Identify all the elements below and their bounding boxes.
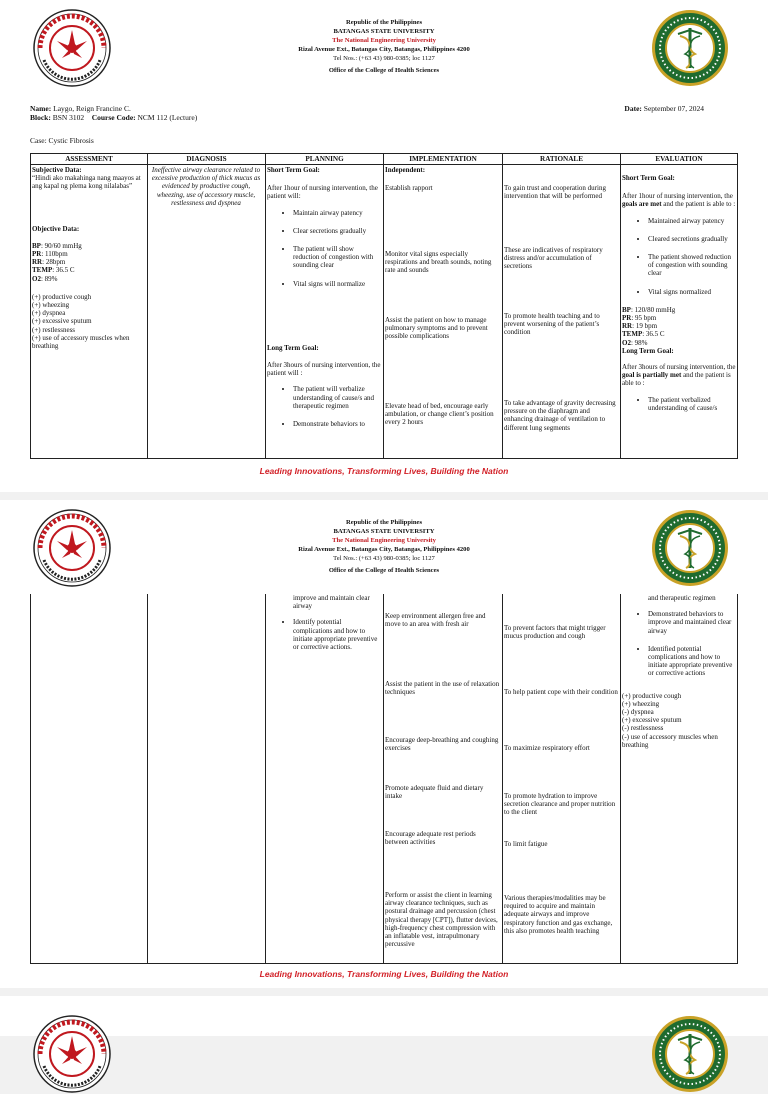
sign-item: (-) restlessness — [622, 724, 664, 733]
implementation-item: Monitor vital signs especially respirations and breath sounds, noting rate and sounds — [385, 250, 492, 275]
care-plan-table-continued — [30, 594, 738, 964]
implementation-item: Perform or assist the client in learning airway clearance techniques, such as postural drainage and percussion (chest physical therapy [CPT]), flutter devices, high-frequency chest compression with an inflatable vest, intrapulmonary percussive — [385, 891, 498, 949]
subjective-text: “Hindi ako makahinga nang maayos at ang kapal ng plema kong nilalabas” — [32, 174, 141, 191]
evaluation-signs — [622, 692, 736, 749]
date-value: September 07, 2024 — [643, 104, 704, 113]
o2-label: O2 — [32, 274, 41, 283]
list-item: • Identify potential complications and how to initiate appropriate preventive or corrective actions. — [293, 618, 381, 651]
header-tagline: The National Engineering University — [332, 37, 436, 44]
header-republic: Republic of the Philippines — [345, 519, 423, 526]
eval-vital-o2 — [622, 339, 736, 347]
column-divider — [502, 154, 503, 458]
list-item: • Vital signs normalized — [648, 288, 736, 296]
planning-long-term-list — [267, 385, 381, 428]
planning-continued-list — [267, 618, 381, 651]
evaluation-cell — [622, 174, 736, 422]
bp-label: BP — [622, 305, 631, 314]
header-office: Office of the College of Health Sciences — [328, 567, 440, 574]
column-divider — [147, 154, 148, 458]
list-item: • Demonstrate behaviors to — [293, 420, 381, 428]
vital-temp — [32, 266, 145, 274]
header-assessment: ASSESSMENT — [65, 155, 113, 163]
list-item: • Maintained airway patency — [648, 217, 736, 225]
vital-bp — [32, 242, 145, 250]
header-address: Rizal Avenue Ext., Batangas City, Batangas, Philippines 4200 — [298, 546, 470, 553]
temp-value: : 36.5 C — [52, 266, 75, 275]
date-label: Date: — [624, 104, 642, 113]
planning-short-term-intro: After 1hour of nursing intervention, the patient will: — [267, 184, 378, 201]
o2-value: : 98% — [630, 338, 648, 347]
header-telephone: Tel Nos.: (+63 43) 980-0385; loc 1127 — [333, 55, 435, 62]
course-code-label: Course Code: — [91, 113, 136, 122]
rationale-item: To take advantage of gravity decreasing pressure on the diaphragm and enhancing drainage of ventilation to different lung segments — [504, 399, 616, 432]
planning-short-term-label: Short Term Goal: — [267, 166, 320, 174]
implementation-item: Establish rapport — [385, 184, 433, 192]
header-university: BATANGAS STATE UNIVERSITY — [333, 28, 435, 35]
pr-value: : 95 bpm — [631, 314, 657, 323]
column-divider — [265, 594, 266, 963]
block-label: Block: — [30, 113, 51, 122]
university-seal-logo — [32, 1014, 112, 1094]
implementation-item: Assist the patient in the use of relaxation techniques — [385, 680, 500, 697]
rationale-item: These are indicatives of respiratory distress and/or accumulation of secretions — [504, 246, 603, 271]
header-tagline: The National Engineering University — [332, 537, 436, 544]
block-value: BSN 3102 — [52, 113, 85, 122]
list-item: • Identified potential complications and how to initiate appropriate preventive or corrective actions — [648, 645, 736, 678]
college-seal-logo — [650, 508, 730, 588]
evaluation-short-term-list — [622, 217, 736, 296]
header-telephone: Tel Nos.: (+63 43) 980-0385; loc 1127 — [333, 555, 435, 562]
sign-item: (+) productive cough — [622, 691, 682, 700]
implementation-item: Encourage adequate rest periods between activities — [385, 830, 476, 847]
page-2 — [0, 500, 768, 988]
goal-status: goal is partially met — [622, 371, 682, 380]
list-item: • The patient will show reduction of congestion with sounding clear — [293, 245, 381, 270]
header-republic: Republic of the Philippines — [345, 19, 423, 26]
rationale-item: To maximize respiratory effort — [504, 744, 590, 752]
list-item: • The patient showed reduction of congestion with sounding clear — [648, 253, 736, 278]
column-divider — [383, 594, 384, 963]
assessment-cell — [32, 166, 145, 350]
column-divider — [147, 594, 148, 963]
evaluation-long-term-label: Long Term Goal: — [622, 346, 674, 355]
assessment-signs — [32, 293, 145, 350]
list-item: • The patient verbalized understanding of cause/s — [648, 396, 736, 412]
planning-long-term-intro: After 3hours of nursing intervention, the patient will : — [267, 361, 381, 378]
rr-label: RR — [32, 258, 43, 267]
rationale-item: To gain trust and cooperation during intervention that will be performed — [504, 184, 606, 201]
rr-value: : 28bpm — [42, 258, 66, 267]
eval-vital-pr — [622, 314, 736, 322]
name-label: Name: — [30, 104, 52, 113]
list-item: • Vital signs will normalize — [293, 280, 381, 288]
bp-label: BP — [32, 241, 41, 250]
sign-item: (+) excessive sputum — [32, 317, 92, 326]
vital-rr — [32, 258, 145, 266]
diagnosis-text: Ineffective airway clearance related to excessive production of thick mucus as evidenced by productive cough, wheezing, use of accessory muscle, restlessness and dyspnea — [151, 166, 261, 207]
column-divider — [502, 594, 503, 963]
list-item: • Demonstrated behaviors to improve and maintained clear airway — [648, 610, 736, 635]
evaluation-long-term-list — [622, 396, 736, 412]
sign-item: (-) use of accessory muscles when breathing — [622, 732, 718, 749]
rationale-item: To prevent factors that might trigger mucus production and cough — [504, 624, 606, 641]
sign-item: (+) dyspnea — [32, 309, 66, 318]
header-office: Office of the College of Health Sciences — [328, 67, 440, 74]
list-item: • Clear secretions gradually — [293, 227, 381, 235]
intro-text: and the patient is able to : — [661, 200, 736, 209]
implementation-item: Keep environment allergen free and move to an area with fresh air — [385, 612, 486, 629]
sign-item: (+) excessive sputum — [622, 716, 682, 725]
eval-vital-bp — [622, 306, 736, 314]
eval-vital-rr — [622, 322, 736, 330]
page-1 — [0, 0, 768, 492]
pr-label: PR — [622, 314, 632, 323]
evaluation-long-term-intro — [622, 363, 736, 388]
university-seal-logo — [32, 8, 112, 88]
planning-cell-continued — [267, 594, 381, 661]
footer-slogan: Leading Innovations, Transforming Lives, Building the Nation — [259, 466, 509, 476]
rr-value: : 19 bpm — [632, 322, 658, 331]
list-item: • The patient will verbalize understanding of cause/s and therapeutic regimen — [293, 385, 381, 410]
college-seal-logo — [650, 1014, 730, 1094]
header-planning: PLANNING — [305, 155, 344, 163]
evaluation-cell-continued — [622, 594, 736, 749]
planning-long-term-label: Long Term Goal: — [267, 343, 319, 352]
bp-value: : 90/60 mmHg — [40, 241, 82, 250]
care-plan-table — [30, 153, 738, 459]
rr-label: RR — [622, 322, 633, 331]
column-divider — [620, 594, 621, 963]
sign-item: (+) use of accessory muscles when breathing — [32, 333, 130, 351]
evaluation-short-term-label: Short Term Goal: — [622, 174, 675, 182]
header-evaluation: EVALUATION — [655, 155, 703, 163]
list-item: • Maintain airway patency — [293, 209, 381, 217]
student-name: Laygo, Reign Francine C. — [53, 104, 131, 113]
university-seal-logo — [32, 508, 112, 588]
temp-label: TEMP — [622, 330, 643, 339]
vital-pr — [32, 250, 145, 258]
planning-continued-text: improve and maintain clear airway — [293, 594, 370, 611]
vital-o2 — [32, 275, 145, 283]
college-seal-logo — [650, 8, 730, 88]
eval-vital-temp — [622, 330, 736, 338]
implementation-item: Assist the patient on how to manage pulmonary symptoms and to prevent possible complications — [385, 316, 488, 341]
intro-text: and the patient is able to : — [622, 371, 731, 388]
intro-text: After 3hours of nursing intervention, the — [622, 363, 736, 372]
evaluation-continued-list — [622, 610, 736, 677]
case-line: Case: Cystic Fibrosis — [30, 136, 94, 145]
sign-item: (+) wheezing — [32, 301, 70, 310]
column-divider — [265, 154, 266, 458]
rationale-item: To promote hydration to improve secretion clearance and proper nutrition to the client — [504, 792, 616, 817]
evaluation-short-term-intro — [622, 192, 736, 208]
independent-label: Independent: — [385, 166, 426, 174]
pr-label: PR — [32, 250, 42, 259]
planning-cell — [267, 166, 381, 438]
temp-value: : 36.5 C — [642, 330, 665, 339]
header-address: Rizal Avenue Ext., Batangas City, Batangas, Philippines 4200 — [298, 46, 470, 53]
goal-status: goals are met — [622, 200, 662, 209]
header-university: BATANGAS STATE UNIVERSITY — [333, 528, 435, 535]
pr-value: : 110bpm — [41, 250, 68, 259]
column-divider — [620, 154, 621, 458]
intro-text: After 1hour of nursing intervention, the — [622, 192, 733, 201]
footer-slogan: Leading Innovations, Transforming Lives, Building the Nation — [259, 969, 509, 979]
o2-label: O2 — [622, 338, 631, 347]
o2-value: : 89% — [40, 274, 58, 283]
column-divider — [383, 154, 384, 458]
sign-item: (+) wheezing — [622, 699, 660, 708]
planning-short-term-list — [267, 209, 381, 288]
header-rationale: RATIONALE — [540, 155, 583, 163]
evaluation-continued-text: and therapeutic regimen — [648, 594, 716, 602]
objective-label: Objective Data: — [32, 224, 80, 233]
sign-item: (+) restlessness — [32, 325, 76, 334]
sign-item: (+) productive cough — [32, 292, 92, 301]
list-item: • Cleared secretions gradually — [648, 235, 736, 243]
course-code-value: NCM 112 (Lecture) — [137, 113, 198, 122]
header-diagnosis: DIAGNOSIS — [186, 155, 227, 163]
sign-item: (-) dyspnea — [622, 708, 654, 717]
subjective-label: Subjective Data: — [32, 166, 82, 174]
implementation-item: Promote adequate fluid and dietary intake — [385, 784, 484, 801]
bp-value: : 120/80 mmHg — [630, 305, 676, 314]
temp-label: TEMP — [32, 266, 53, 275]
rationale-item: To promote health teaching and to prevent worsening of the patient’s condition — [504, 312, 600, 337]
rationale-item: To limit fatigue — [504, 840, 548, 848]
implementation-item: Elevate head of bed, encourage early ambulation, or change client’s position every 2 hours — [385, 402, 494, 427]
header-implementation: IMPLEMENTATION — [409, 155, 477, 163]
rationale-item: Various therapies/modalities may be required to acquire and maintain adequate airways and improve respiratory function and gas exchange, this also promotes health teaching — [504, 894, 613, 935]
date-line — [624, 104, 704, 113]
implementation-item: Encourage deep-breathing and coughing exercises — [385, 736, 499, 753]
page-3 — [0, 996, 768, 1036]
rationale-item: To help patient cope with their condition — [504, 688, 618, 696]
